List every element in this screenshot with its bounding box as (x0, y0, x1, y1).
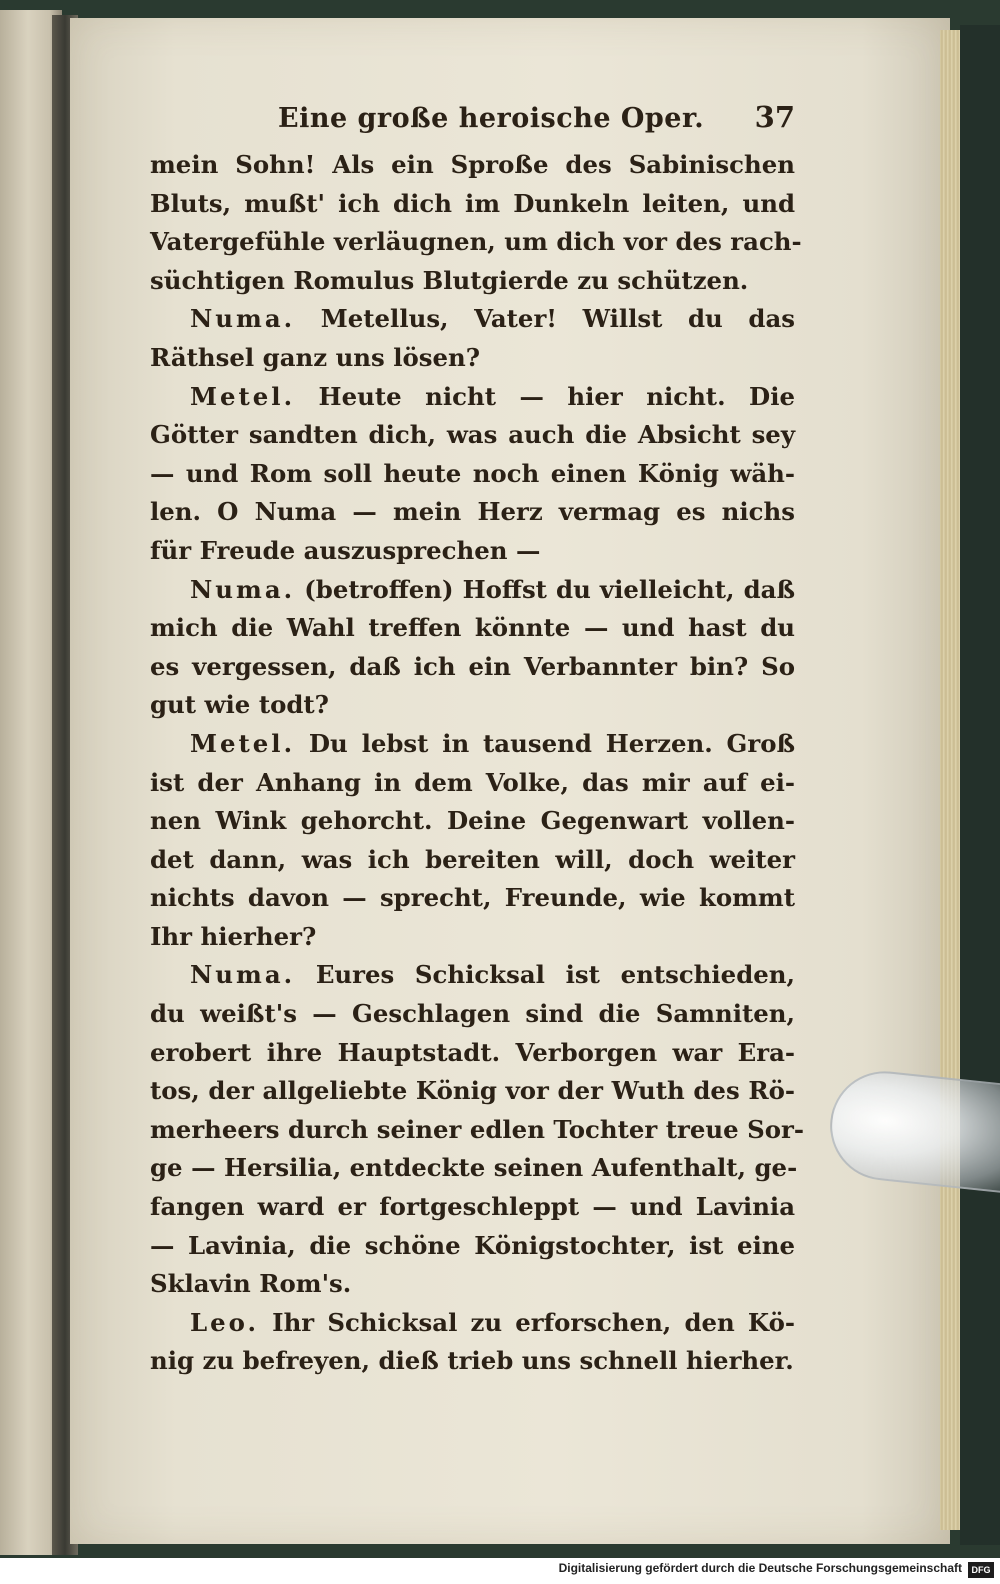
text-line: Bluts, mußt' ich dich im Dunkeln leiten, und (150, 188, 795, 218)
line-text: (betroffen) Hoffst du vielleicht, daß (295, 574, 795, 604)
text-line: mich die Wahl treffen könnte — und hast du (150, 613, 795, 643)
speaker-name: Metel. (190, 728, 296, 758)
text-line (150, 571, 795, 610)
speaker-name: Leo. (190, 1307, 259, 1337)
text-line: det dann, was ich bereiten will, doch weiter (150, 844, 795, 874)
text-line: Vatergefühle verläugnen, um dich vor des rach- (150, 227, 802, 257)
text-line: nichts davon — sprecht, Freunde, wie kommt (150, 883, 795, 913)
text-line: mein Sohn! Als ein Sproße des Sabinischen (150, 150, 795, 179)
text-line: Räthsel ganz uns lösen? (150, 342, 481, 372)
scan-background-right (960, 25, 1000, 1545)
text-line: süchtigen Romulus Blutgierde zu schützen. (150, 265, 749, 295)
page-number: 37 (754, 100, 795, 134)
text-line: — und Rom soll heute noch einen König wäh- (150, 458, 795, 488)
text-line: — Lavinia, die schöne Königstochter, ist eine (150, 1230, 795, 1260)
funding-credit: Digitalisierung gefördert durch die Deutsche Forschungsgemeinschaft (558, 1561, 962, 1575)
running-head-title: Eine große heroische Oper. (278, 103, 705, 134)
text-line: fangen ward er fortgeschleppt — und Lavinia (150, 1192, 795, 1222)
text-line: len. O Numa — mein Herz vermag es nichs (150, 497, 795, 527)
speech-paragraph (150, 725, 795, 957)
line-text: Du lebst in tausend Herzen. Groß (295, 728, 795, 758)
footer-bar (0, 1558, 1000, 1584)
text-line: Sklavin Rom's. (150, 1269, 352, 1299)
line-text: Eures Schicksal ist entschieden, (295, 960, 795, 990)
text-line (150, 956, 795, 995)
speech-paragraph (150, 378, 795, 571)
text-line: du weißt's — Geschlagen sind die Samniten, (150, 999, 795, 1029)
text-line: erobert ihre Hauptstadt. Verborgen war Era- (150, 1037, 795, 1067)
speech-paragraph (150, 956, 804, 1303)
dfg-logo: DFG (968, 1562, 994, 1578)
body-text (150, 146, 804, 1381)
speaker-name: Metel. (190, 381, 296, 411)
text-line (150, 1304, 795, 1343)
text-line (150, 300, 795, 339)
speaker-name: Numa. (190, 960, 296, 990)
line-text: Metellus, Vater! Willst du das (295, 304, 795, 334)
text-line: merheers durch seiner edlen Tochter treue Sor- (150, 1114, 804, 1144)
text-paragraph (150, 146, 802, 300)
speech-paragraph (150, 571, 795, 725)
speaker-name: Numa. (190, 304, 296, 334)
text-line: tos, der allgeliebte König vor der Wuth des Rö- (150, 1076, 795, 1106)
page-fore-edge (940, 30, 962, 1530)
speaker-name: Numa. (190, 574, 296, 604)
line-text: Heute nicht — hier nicht. Die (295, 381, 795, 411)
text-line (150, 725, 795, 764)
running-head (150, 100, 795, 134)
text-line (150, 378, 795, 417)
speech-paragraph (150, 300, 795, 377)
text-line: Götter sandten dich, was auch die Absicht sey (150, 420, 795, 450)
text-line: es vergessen, daß ich ein Verbannter bin? So (150, 651, 795, 681)
text-line: nen Wink gehorcht. Deine Gegenwart vollen- (150, 806, 795, 836)
text-line: ist der Anhang in dem Volke, das mir auf ei- (150, 767, 795, 797)
text-line: ge — Hersilia, entdeckte seinen Aufenthalt, ge- (150, 1153, 798, 1183)
text-line: für Freude auszusprechen — (150, 535, 541, 565)
text-line: gut wie todt? (150, 690, 329, 720)
text-line: Ihr hierher? (150, 921, 317, 951)
speech-paragraph (150, 1304, 795, 1381)
text-line: nig zu befreyen, dieß trieb uns schnell hierher. (150, 1346, 794, 1376)
page-text-block (150, 100, 804, 1381)
line-text: Ihr Schicksal zu erforschen, den Kö- (259, 1307, 795, 1337)
